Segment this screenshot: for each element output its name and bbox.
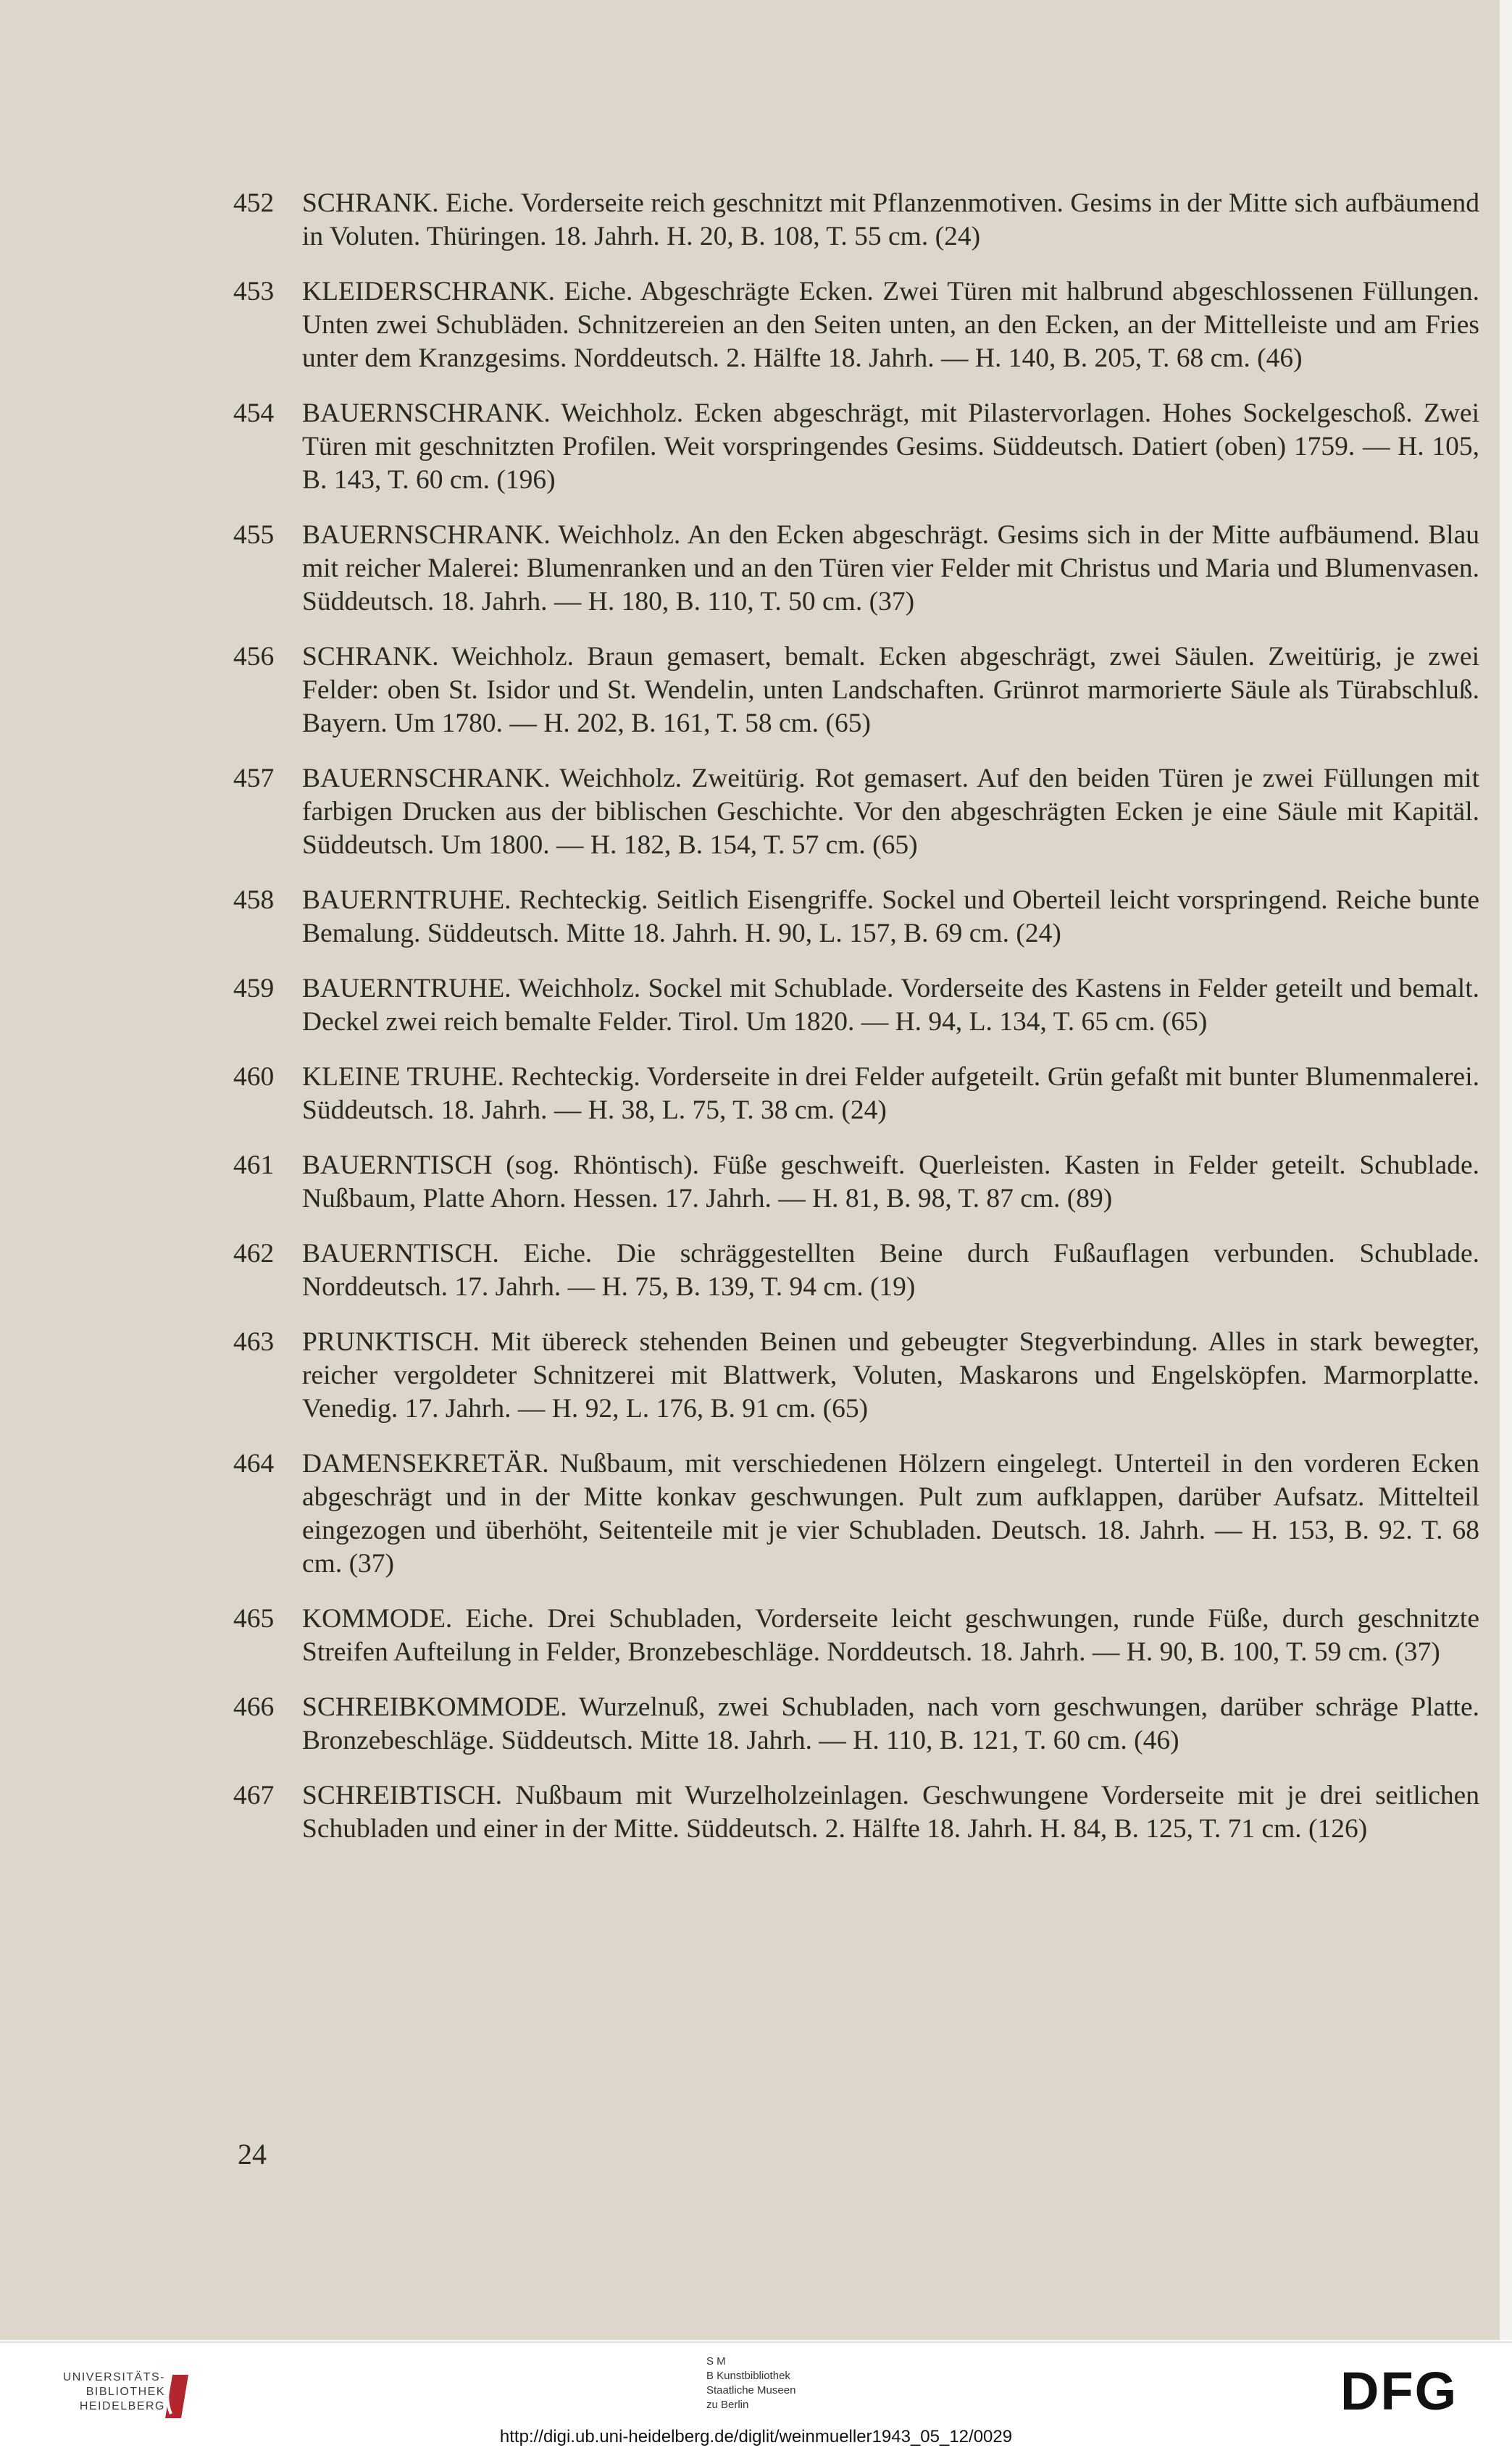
university-line: HEIDELBERG: [79, 2400, 165, 2412]
entry-text: BAUERNSCHRANK. Weichholz. An den Ecken abgeschrägt. Gesims sich in der Mitte aufbäumend. Blau mit reicher Malerei: Blumenranken und an den Türen vier Felder mit Christus und Maria und Blumenvasen. Süddeutsch. 18. Jahrh. — H. 180, B. 110, T. 50 cm. (37): [302, 520, 1479, 617]
entry-text: BAUERNTRUHE. Weichholz. Sockel mit Schublade. Vorderseite des Kastens in Felder geteilt und bemalt. Deckel zwei reich bemalte Felder. Tirol. Um 1820. — H. 94, L. 134, T. 65 cm. (65): [302, 974, 1479, 1037]
entry-number: 465: [233, 1604, 275, 1634]
smb-line: Staatliche Museen: [706, 2384, 796, 2396]
entry-number: 462: [233, 1239, 275, 1269]
entry-text: BAUERNSCHRANK. Weichholz. Zweitürig. Rot gemasert. Auf den beiden Türen je zwei Füllungen mit farbigen Drucken aus der biblischen Geschichte. Vor den abgeschrägten Ecken je eine Säule mit Kapitäl. Süddeutsch. Um 1800. — H. 182, B. 154, T. 57 cm. (65): [302, 764, 1479, 860]
catalog-entry: [233, 762, 1479, 862]
entry-text: BAUERNTISCH (sog. Rhöntisch). Füße geschweift. Querleisten. Kasten in Felder geteilt. Schublade. Nußbaum, Platte Ahorn. Hessen. 17. Jahrh. — H. 81, B. 98, T. 87 cm. (89): [302, 1150, 1479, 1213]
university-emblem-icon: [138, 2370, 201, 2423]
entry-text: BAUERNTRUHE. Rechteckig. Seitlich Eisengriffe. Sockel und Oberteil leicht vorspringend. Reiche bunte Bemalung. Süddeutsch. Mitte 18. Jahrh. H. 90, L. 157, B. 69 cm. (24): [302, 885, 1479, 948]
entry-text: DAMENSEKRETÄR. Nußbaum, mit verschiedenen Hölzern eingelegt. Unterteil in den vorderen Ecken abgeschrägt und in der Mitte konkav geschwungen. Pult zum aufklappen, darüber Aufsatz. Mittelteil eingezogen und überhöht, Seitenteile mit je vier Schubladen. Deutsch. 18. Jahrh. — H. 153, B. 92. T. 68 cm. (37): [302, 1449, 1479, 1579]
catalog-entry: [233, 1602, 1479, 1669]
catalog-entry: [233, 640, 1479, 740]
page-edge: [1500, 0, 1512, 2340]
entry-text: KLEIDERSCHRANK. Eiche. Abgeschrägte Ecken. Zwei Türen mit halbrund abgeschlossenen Füllungen. Unten zwei Schubläden. Schnitzereien an den Seiten unten, an den Ecken, an der Mittelleiste und am Fries unter dem Kranzgesims. Norddeutsch. 2. Hälfte 18. Jahrh. — H. 140, B. 205, T. 68 cm. (46): [302, 277, 1479, 373]
page-url[interactable]: http://digi.ub.uni-heidelberg.de/diglit/weinmueller1943_05_12/0029: [499, 2427, 1013, 2446]
catalog-entry: [233, 1691, 1479, 1758]
smb-line: zu Berlin: [706, 2399, 749, 2411]
heidelberg-library-logo[interactable]: [20, 2370, 209, 2423]
smb-line: B Kunstbibliothek: [706, 2370, 790, 2382]
catalog-entry: [233, 397, 1479, 497]
entry-number: 460: [233, 1062, 275, 1092]
university-line: UNIVERSITÄTS-: [62, 2371, 165, 2383]
entry-text: KOMMODE. Eiche. Drei Schubladen, Vorderseite leicht geschwungen, runde Füße, durch geschnitzte Streifen Aufteilung in Felder, Bronzebeschläge. Norddeutsch. 18. Jahrh. — H. 90, B. 100, T. 59 cm. (37): [302, 1604, 1479, 1667]
entry-text: SCHRANK. Eiche. Vorderseite reich geschnitzt mit Pflanzenmotiven. Gesims in der Mitte sich aufbäumend in Voluten. Thüringen. 18. Jahrh. H. 20, B. 108, T. 55 cm. (24): [302, 188, 1479, 251]
entry-number: 453: [233, 277, 275, 306]
catalog-entry: [233, 1779, 1479, 1846]
entry-number: 455: [233, 520, 275, 550]
entry-number: 459: [233, 974, 275, 1003]
footer-divider: [0, 2341, 1512, 2343]
entry-text: SCHREIBKOMMODE. Wurzelnuß, zwei Schubladen, nach vorn geschwungen, darüber schräge Platte. Bronzebeschläge. Süddeutsch. Mitte 18. Jahrh. — H. 110, B. 121, T. 60 cm. (46): [302, 1692, 1479, 1755]
entry-text: SCHREIBTISCH. Nußbaum mit Wurzelholzeinlagen. Geschwungene Vorderseite mit je drei seitlichen Schubladen und einer in der Mitte. Süddeutsch. 2. Hälfte 18. Jahrh. H. 84, B. 125, T. 71 cm. (126): [302, 1781, 1479, 1844]
catalog-entry: [233, 519, 1479, 619]
entry-number: 463: [233, 1327, 275, 1357]
smb-logo[interactable]: [706, 2354, 851, 2412]
catalog-entry: [233, 1237, 1479, 1304]
entry-text: SCHRANK. Weichholz. Braun gemasert, bemalt. Ecken abgeschrägt, zwei Säulen. Zweitürig, je zwei Felder: oben St. Isidor und St. Wendelin, unten Landschaften. Grünrot marmorierte Säule als Türabschluß. Bayern. Um 1780. — H. 202, B. 161, T. 58 cm. (65): [302, 642, 1479, 738]
smb-line: S M: [706, 2355, 726, 2368]
catalog-entry: [233, 1149, 1479, 1216]
entry-number: 452: [233, 188, 275, 218]
entry-text: KLEINE TRUHE. Rechteckig. Vorderseite in drei Felder aufgeteilt. Grün gefaßt mit bunter Blumenmalerei. Süddeutsch. 18. Jahrh. — H. 38, L. 75, T. 38 cm. (24): [302, 1062, 1479, 1125]
catalog-entries: [233, 187, 1479, 1868]
dfg-logo[interactable]: DFG: [1340, 2361, 1458, 2421]
entry-text: PRUNKTISCH. Mit übereck stehenden Beinen und gebeugter Stegverbindung. Alles in stark bewegter, reicher vergoldeter Schnitzerei mit Blattwerk, Voluten, Maskarons und Engelsköpfen. Marmorplatte. Venedig. 17. Jahrh. — H. 92, L. 176, B. 91 cm. (65): [302, 1327, 1479, 1424]
entry-text: BAUERNTISCH. Eiche. Die schräggestellten Beine durch Fußauflagen verbunden. Schublade. Norddeutsch. 17. Jahrh. — H. 75, B. 139, T. 94 cm. (19): [302, 1239, 1479, 1302]
catalog-entry: [233, 187, 1479, 254]
entry-number: 456: [233, 642, 275, 672]
entry-number: 458: [233, 885, 275, 915]
entry-number: 461: [233, 1150, 275, 1180]
entry-number: 466: [233, 1692, 275, 1722]
catalog-entry: [233, 1447, 1479, 1581]
entry-number: 457: [233, 764, 275, 793]
catalog-entry: [233, 972, 1479, 1039]
catalog-entry: [233, 1326, 1479, 1426]
catalog-entry: [233, 1061, 1479, 1127]
entry-number: 467: [233, 1781, 275, 1810]
entry-number: 454: [233, 398, 275, 428]
catalog-entry: [233, 275, 1479, 375]
page-number: 24: [238, 2138, 267, 2170]
catalog-entry: [233, 884, 1479, 950]
university-line: BIBLIOTHEK: [85, 2386, 165, 2398]
entry-number: 464: [233, 1449, 275, 1479]
entry-text: BAUERNSCHRANK. Weichholz. Ecken abgeschrägt, mit Pilastervorlagen. Hohes Sockelgeschoß. Zwei Türen mit geschnitzten Profilen. Weit vorspringendes Gesims. Süddeutsch. Datiert (oben) 1759. — H. 105, B. 143, T. 60 cm. (196): [302, 398, 1479, 495]
